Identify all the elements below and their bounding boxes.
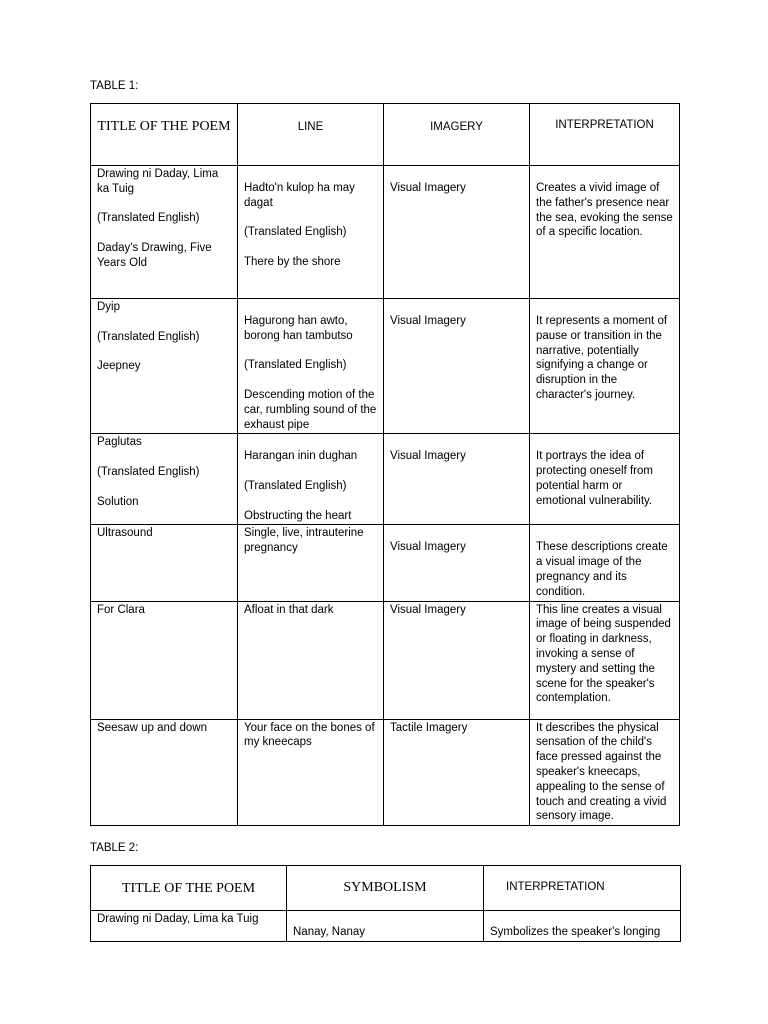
- interpretation-cell: It represents a moment of pause or transition in the narrative, potentially signifying a change or disruption in the character's journey.: [530, 299, 680, 434]
- table-row: [91, 434, 680, 525]
- imagery-cell: Visual Imagery: [384, 166, 530, 299]
- header-imagery: IMAGERY: [384, 104, 530, 166]
- imagery-cell: Visual Imagery: [384, 434, 530, 525]
- interpretation-cell: It describes the physical sensation of the child's face pressed against the speaker's kneecaps, appealing to the sense of touch and creating a vivid sensory image.: [530, 719, 680, 826]
- imagery-cell: Visual Imagery: [384, 601, 530, 719]
- symbolism-table: [90, 865, 681, 942]
- table2-caption: TABLE 2:: [90, 842, 139, 854]
- interpretation-cell: This line creates a visual image of being suspended or floating in darkness, invoking a sense of mystery and setting the scene for the speaker's contemplation.: [530, 601, 680, 719]
- line-cell: Single, live, intrauterine pregnancy: [238, 525, 384, 601]
- interpretation-cell: Creates a vivid image of the father's presence near the sea, evoking the sense of a specific location.: [530, 166, 680, 299]
- table-row: [91, 601, 680, 719]
- imagery-cell: Visual Imagery: [384, 299, 530, 434]
- poem-title-cell: For Clara: [91, 601, 238, 719]
- header-symbolism: SYMBOLISM: [287, 866, 484, 911]
- line-cell: Harangan inin dughan (Translated English) Obstructing the heart: [238, 434, 384, 525]
- symbolism-table-header: [91, 866, 681, 911]
- header-interpretation: INTERPRETATION: [530, 104, 680, 166]
- header-title: TITLE OF THE POEM: [91, 866, 287, 911]
- interpretation-cell: Symbolizes the speaker's longing: [484, 911, 681, 942]
- table-row: [91, 719, 680, 826]
- table-row: [91, 525, 680, 601]
- line-cell: Hagurong han awto, borong han tambutso (Translated English) Descending motion of the car, rumbling sound of the exhaust pipe: [238, 299, 384, 434]
- imagery-cell: Tactile Imagery: [384, 719, 530, 826]
- poem-title-cell: Paglutas (Translated English) Solution: [91, 434, 238, 525]
- poem-title-cell: Seesaw up and down: [91, 719, 238, 826]
- line-cell: Afloat in that dark: [238, 601, 384, 719]
- symbolism-cell: Nanay, Nanay: [287, 911, 484, 942]
- poem-title-cell: Drawing ni Daday, Lima ka Tuig: [91, 911, 287, 942]
- imagery-table-header: [91, 104, 680, 166]
- interpretation-cell: These descriptions create a visual image of the pregnancy and its condition.: [530, 525, 680, 601]
- poem-title-cell: Dyip (Translated English) Jeepney: [91, 299, 238, 434]
- imagery-table: [90, 103, 680, 826]
- table-row: [91, 911, 681, 942]
- interpretation-cell: It portrays the idea of protecting oneself from potential harm or emotional vulnerability.: [530, 434, 680, 525]
- line-cell: Your face on the bones of my kneecaps: [238, 719, 384, 826]
- imagery-cell: Visual Imagery: [384, 525, 530, 601]
- table-row: [91, 166, 680, 299]
- header-title: TITLE OF THE POEM: [91, 104, 238, 166]
- table-row: [91, 299, 680, 434]
- poem-title-cell: Drawing ni Daday, Lima ka Tuig (Translated English) Daday's Drawing, Five Years Old: [91, 166, 238, 299]
- line-cell: Hadto'n kulop ha may dagat (Translated English) There by the shore: [238, 166, 384, 299]
- header-line: LINE: [238, 104, 384, 166]
- header-interpretation: INTERPRETATION: [484, 866, 681, 911]
- table1-caption: TABLE 1:: [90, 80, 139, 92]
- poem-title-cell: Ultrasound: [91, 525, 238, 601]
